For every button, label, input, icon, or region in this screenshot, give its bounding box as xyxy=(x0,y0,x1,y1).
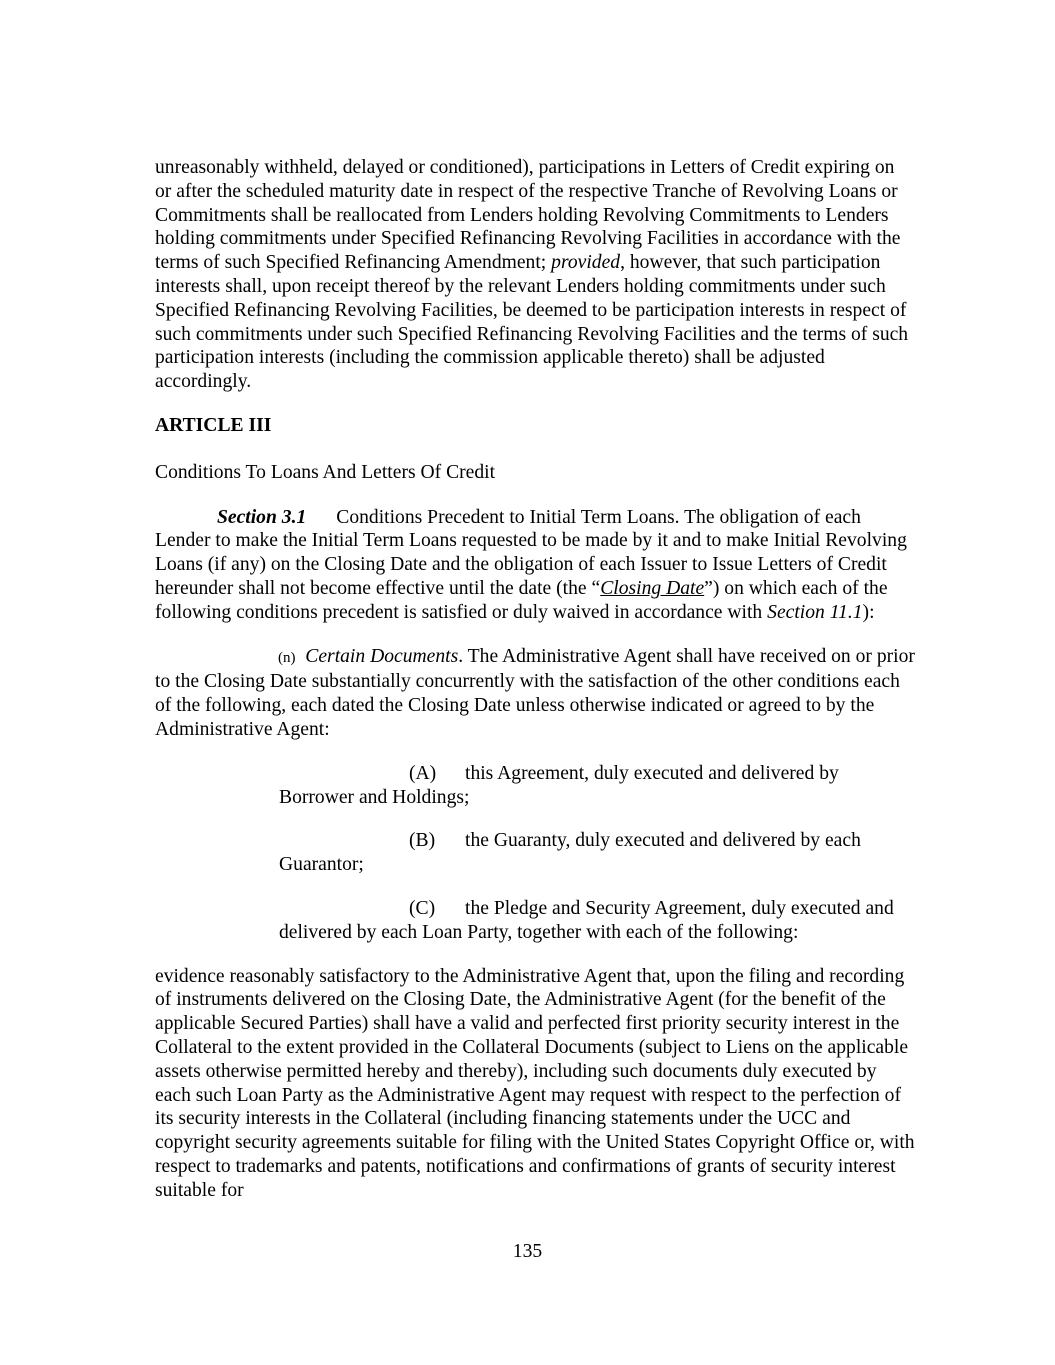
clause-heading: Certain Documents xyxy=(305,645,459,667)
sub-item-text: the Pledge and Security Agreement, duly executed and delivered by each Loan Party, together with each of the following: xyxy=(279,897,894,943)
clause-n-paragraph xyxy=(155,645,915,742)
continuation-text-part1: unreasonably withheld, delayed or conditioned), participations in Letters of Credit expiring on or after the scheduled maturity date in respect of the respective Tranche of Revolving Loans or Commitments shall be reallocated from Lenders holding Revolving Commitments to Lenders holding commitments under Specified Refinancing Revolving Facilities in accordance with the terms of such Specified Refinancing Amendment; xyxy=(155,157,901,274)
closing-date-defined-term: Closing Date xyxy=(600,577,705,599)
provided-term: provided xyxy=(551,252,621,274)
clause-text: . The Administrative Agent shall have received on or prior to the Closing Date substantially concurrently with the satisfaction of the other conditions each of the following, each dated the Closing Date unless otherwise indicated or agreed to by the Administrative Agent: xyxy=(155,645,915,740)
sub-item-label: (A) xyxy=(409,762,437,784)
section-text-part1: . The obligation of each Lender to make the Initial Term Loans requested to be made by it and to make Initial Revolving Loans (if any) on the Closing Date and the obligation of each Issuer to Issue Letters of Credit hereunder shall not become effective until the date (the “ xyxy=(155,506,907,599)
section-heading: Conditions Precedent to Initial Term Loans xyxy=(336,506,675,528)
section-reference: Section 11.1 xyxy=(767,601,863,623)
sub-item-a xyxy=(279,762,915,810)
sub-item-b xyxy=(279,829,915,877)
article-heading: ARTICLE III xyxy=(155,414,272,436)
sub-item-text: the Guaranty, duly executed and delivered by each Guarantor; xyxy=(279,830,861,876)
sub-item-c xyxy=(279,897,915,945)
evidence-paragraph: evidence reasonably satisfactory to the Administrative Agent that, upon the filing and recording of instruments delivered on the Closing Date, the Administrative Agent (for the benefit of the applicable Secured Parties) shall have a valid and perfected first priority security interest in the Collateral to the extent provided in the Collateral Documents (subject to Liens on the applicable assets otherwise permitted hereby and thereby), including such documents duly executed by each such Loan Party as the Administrative Agent may request with respect to the perfection of its security interests in the Collateral (including financing statements under the UCC and copyright security agreements suitable for filing with the United States Copyright Office or, with respect to trademarks and patents, notifications and confirmations of grants of security interest suitable for xyxy=(155,965,915,1201)
document-page xyxy=(155,156,915,1202)
sub-item-text: this Agreement, duly executed and delivered by Borrower and Holdings; xyxy=(279,762,839,808)
continuation-paragraph xyxy=(155,156,915,394)
section-3-1-paragraph xyxy=(155,506,915,625)
clause-label: (n) xyxy=(278,649,296,666)
section-text-part2: ”) on which each of the following conditions precedent is satisfied or duly waived in accordance with xyxy=(155,577,888,623)
article-title: Conditions To Loans And Letters Of Credit xyxy=(155,461,496,483)
sub-item-label: (C) xyxy=(409,897,436,919)
page-number: 135 xyxy=(512,1241,543,1262)
section-text-part3: ): xyxy=(862,601,875,623)
continuation-text-part2: , however, that such participation interests shall, upon receipt thereof by the relevant Lenders holding commitments under such Specified Refinancing Revolving Facilities, be deemed to be participation interests in respect of such commitments under such Specified Refinancing Revolving Facilities and the terms of such participation interests (including the commission applicable thereto) shall be adjusted accordingly. xyxy=(155,252,909,393)
sub-item-label: (B) xyxy=(409,830,436,852)
section-number: Section 3.1 xyxy=(217,506,307,528)
